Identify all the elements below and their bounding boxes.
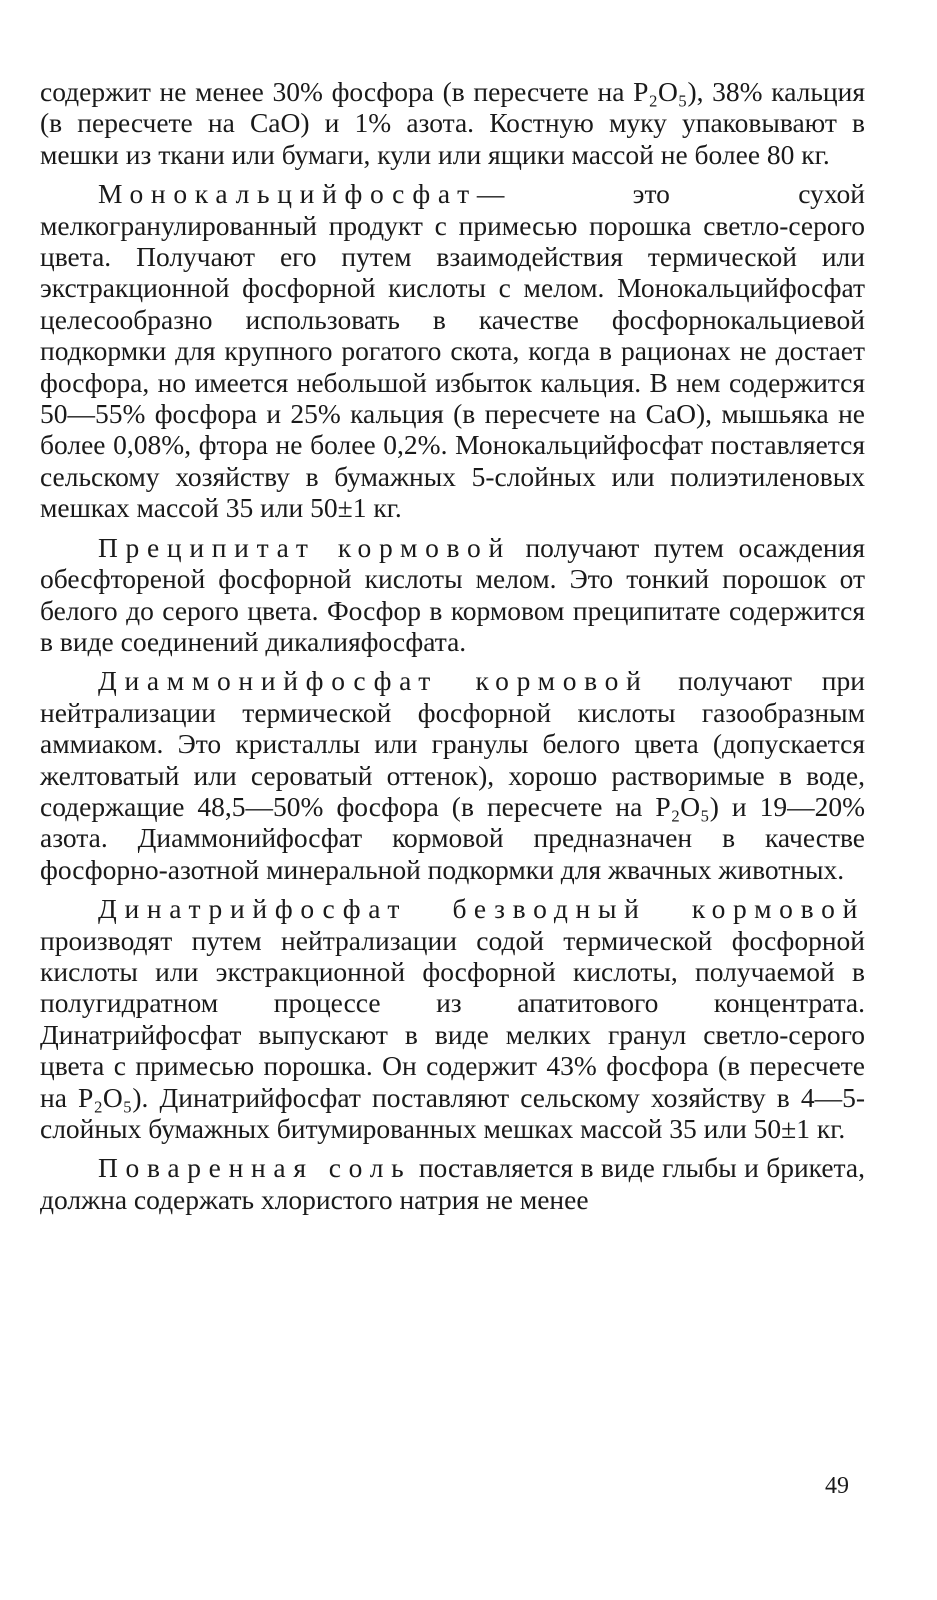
paragraph-text: — это сухой мелкогранулированный продукт с примесью порошка светло-серого цвета. Получают его путем взаимодействия термической или экстракционной фосфорной кислоты с мелом. Монокальцийфосфат целесообразно использовать в качестве фосфорнокальциевой подкормки для крупного рогатого скота, когда в рационах не достает фосфора, но имеется небольшой избыток кальция. В нем содержится 50—55% фосфора и 25% кальция (в пересчете на CaO), мышьяка не более 0,08%, фтора не более 0,2%. Монокальцийфосфат поставляется сельскому хозяйству в бумажных 5-слойных или полиэтиленовых мешках массой 35 или 50±1 кг. bbox=[40, 178, 865, 524]
spaced-term: Поваренная соль bbox=[98, 1152, 412, 1184]
paragraph-text: получают путем осаждения обесфтореной фосфорной кислоты мелом. Это тонкий порошок от белого до серого цвета. Фосфор в кормовом преципитате содержится в виде соединений дикалияфосфата. bbox=[40, 531, 865, 657]
spaced-term: Динатрийфосфат безводный кормовой bbox=[98, 893, 865, 925]
paragraph-text: получают при нейтрализации термической фосфорной кислоты газообразным аммиаком. Это кристаллы или гранулы белого цвета (допускается желтоватый или сероватый оттенок), хорошо растворимые в воде, содержащие 48,5—50% фосфора (в пересчете на P₂O₅) и 19—20% азота. Диаммонийфосфат кормовой предназначен в качестве фосфорно-азотной минеральной подкормки для жвачных животных. bbox=[40, 665, 865, 885]
paragraph-disodium-phosphate bbox=[40, 893, 865, 1144]
paragraph-diammonium-phosphate bbox=[40, 665, 865, 885]
page-number: 49 bbox=[825, 1473, 849, 1499]
spaced-term: Преципитат кормовой bbox=[98, 531, 511, 563]
paragraph-bone-meal-continuation bbox=[40, 76, 865, 170]
spaced-term: Монокальцийфосфат bbox=[98, 178, 477, 210]
paragraph-text: производят путем нейтрализации содой термической фосфорной кислоты или экстракционной фосфорной кислоты, получаемой в полугидратном процессе из апатитового концентрата. Динатрийфосфат выпускают в виде мелких гранул светло-серого цвета с примесью порошка. Он содержит 43% фосфора (в пересчете на P₂O₅). Динатрийфосфат поставляют сельскому хозяйству в 4—5-слойных бумажных битумированных мешках массой 35 или 50±1 кг. bbox=[40, 924, 865, 1144]
paragraph-text: поставляется в виде глыбы и брикета, должна содержать хлористого натрия не менее bbox=[40, 1152, 865, 1215]
paragraph-table-salt bbox=[40, 1152, 865, 1215]
paragraph-feed-precipitate bbox=[40, 532, 865, 658]
spaced-term: Диаммонийфосфат кормовой bbox=[98, 665, 649, 697]
paragraph-text: содержит не менее 30% фосфора (в пересчете на P₂O₅), 38% кальция (в пересчете на CaO) и 1% азота. Костную муку упаковывают в мешки из ткани или бумаги, кули или ящики массой не более 80 кг. bbox=[40, 76, 865, 170]
paragraph-monocalcium-phosphate bbox=[40, 178, 865, 523]
